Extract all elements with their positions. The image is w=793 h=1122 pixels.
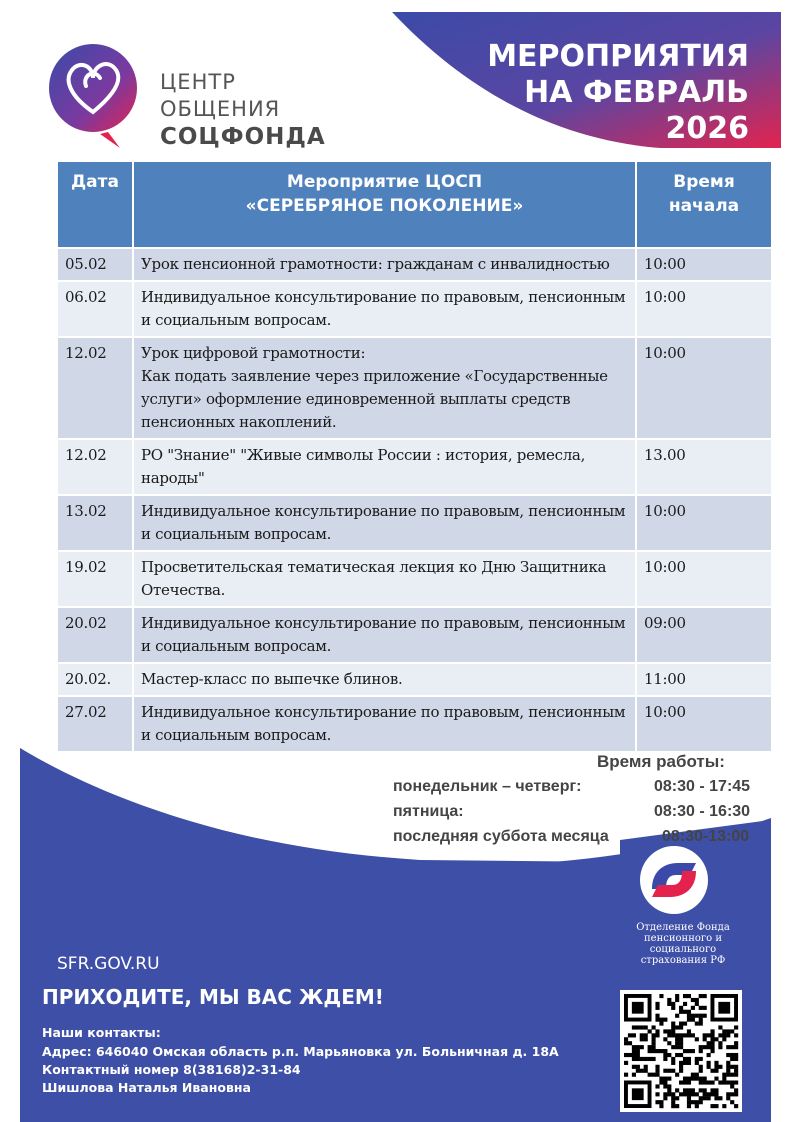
row-date: 06.02 <box>58 281 133 337</box>
qr-code-icon <box>620 990 742 1112</box>
work-hours-sat-label: последняя суббота месяца <box>393 828 609 845</box>
invite-slogan: ПРИХОДИТЕ, МЫ ВАС ЖДЕМ! <box>42 985 384 1009</box>
table-row <box>58 248 771 281</box>
table-row <box>58 607 771 663</box>
row-date: 05.02 <box>58 248 133 281</box>
row-time: 13.00 <box>636 439 771 495</box>
sfr-logo-icon <box>638 845 710 915</box>
work-hours-fri-label: пятница: <box>393 803 464 820</box>
contacts-title: Наши контакты: <box>42 1025 161 1040</box>
table-row <box>58 337 771 439</box>
contacts-phone: Контактный номер 8(38168)2-31-84 <box>42 1062 301 1077</box>
row-date: 20.02. <box>58 663 133 696</box>
work-hours-sat-value: 08:30-13:00 <box>662 828 750 845</box>
row-time: 10:00 <box>636 281 771 337</box>
row-event: Урок пенсионной грамотности: гражданам с инвалидностью <box>133 248 636 281</box>
table-row <box>58 551 771 607</box>
row-time: 11:00 <box>636 663 771 696</box>
row-time: 09:00 <box>636 607 771 663</box>
work-hours-fri-value: 08:30 - 16:30 <box>654 803 751 820</box>
row-date: 12.02 <box>58 439 133 495</box>
row-date: 20.02 <box>58 607 133 663</box>
brand-line-3: СОЦФОНДА <box>160 124 326 150</box>
row-date: 19.02 <box>58 551 133 607</box>
row-date: 27.02 <box>58 696 133 751</box>
row-event: РО "Знание" "Живые символы России : история, ремесла, народы" <box>133 439 636 495</box>
title-line-2: НА ФЕВРАЛЬ <box>524 75 749 110</box>
events-table <box>58 162 771 751</box>
brand-line-1: ЦЕНТР <box>160 70 236 94</box>
row-event: Урок цифровой грамотности: Как подать заявление через приложение «Государственные услуги» оформление единовременной выплаты средств пенсионных накоплений. <box>133 337 636 439</box>
header-date: Дата <box>58 162 133 248</box>
work-hours-mon-thu-value: 08:30 - 17:45 <box>654 778 751 795</box>
row-event: Индивидуальное консультирование по правовым, пенсионным и социальным вопросам. <box>133 281 636 337</box>
row-time: 10:00 <box>636 337 771 439</box>
heart-logo-icon <box>48 40 138 150</box>
row-event: Индивидуальное консультирование по правовым, пенсионным и социальным вопросам. <box>133 607 636 663</box>
row-time: 10:00 <box>636 551 771 607</box>
table-row <box>58 439 771 495</box>
title-line-3: 2026 <box>665 111 749 146</box>
row-date: 13.02 <box>58 495 133 551</box>
work-hours-mon-thu-label: понедельник – четверг: <box>393 778 582 795</box>
row-event: Индивидуальное консультирование по правовым, пенсионным и социальным вопросам. <box>133 495 636 551</box>
row-time: 10:00 <box>636 495 771 551</box>
row-time: 10:00 <box>636 696 771 751</box>
contacts-person: Шишлова Наталья Ивановна <box>42 1080 251 1095</box>
header-time: Время начала <box>636 162 771 248</box>
work-hours-title: Время работы: <box>597 752 725 771</box>
brand-line-2: ОБЩЕНИЯ <box>160 97 281 121</box>
header-event: Мероприятие ЦОСП «СЕРЕБРЯНОЕ ПОКОЛЕНИЕ» <box>133 162 636 248</box>
row-date: 12.02 <box>58 337 133 439</box>
table-row <box>58 663 771 696</box>
site-link[interactable]: SFR.GOV.RU <box>57 954 160 974</box>
row-event: Просветительская тематическая лекция ко Дню Защитника Отечества. <box>133 551 636 607</box>
row-event: Мастер-класс по выпечке блинов. <box>133 663 636 696</box>
table-row <box>58 281 771 337</box>
table-row <box>58 495 771 551</box>
row-time: 10:00 <box>636 248 771 281</box>
title-line-1: МЕРОПРИЯТИЯ <box>487 39 749 74</box>
contacts-address: Адрес: 646040 Омская область р.п. Марьяновка ул. Больничная д. 18А <box>42 1044 559 1059</box>
sfr-caption: Отделение Фонда пенсионного и социального страхования РФ <box>636 922 730 966</box>
table-row <box>58 696 771 751</box>
row-event: Индивидуальное консультирование по правовым, пенсионным и социальным вопросам. <box>133 696 636 751</box>
